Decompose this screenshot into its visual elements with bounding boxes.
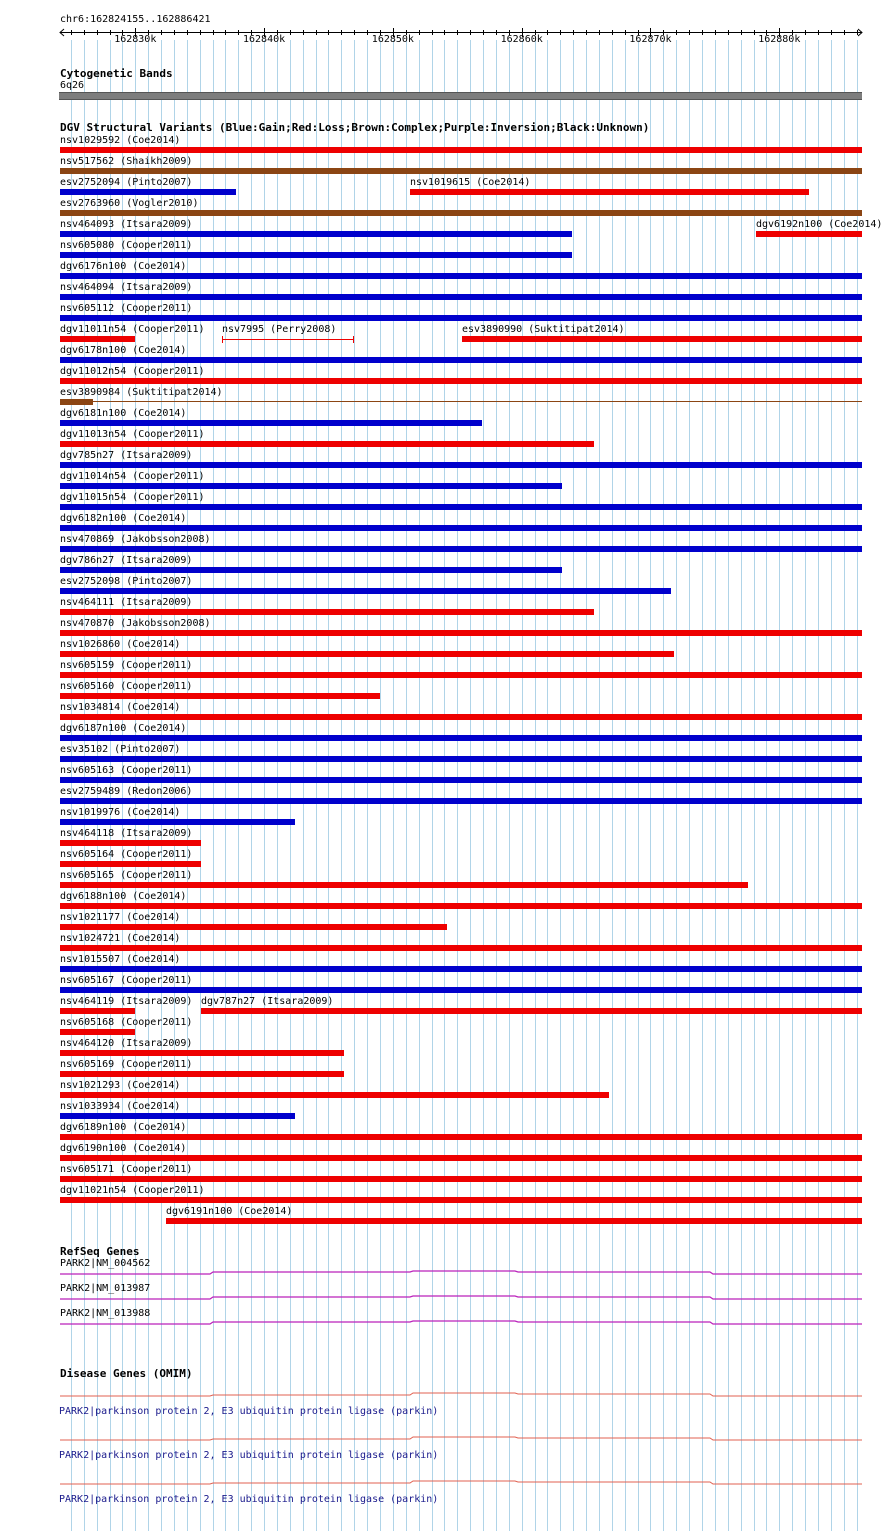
variant-label[interactable]: dgv6188n100 (Coe2014) (60, 891, 187, 902)
variant-bar[interactable] (60, 903, 862, 909)
refseq-gene-label[interactable]: PARK2|NM_013988 (60, 1308, 151, 1319)
variant-bar[interactable] (462, 336, 862, 342)
variant-bar[interactable] (60, 882, 748, 888)
variant-label[interactable]: dgv11014n54 (Cooper2011) (60, 471, 205, 482)
variant-bar[interactable] (60, 420, 482, 426)
variant-label[interactable]: dgv11012n54 (Cooper2011) (60, 366, 205, 377)
omim-gene-line (60, 1393, 862, 1396)
variant-label[interactable]: nsv464119 (Itsara2009) (60, 996, 193, 1007)
variant-label[interactable]: nsv1029592 (Coe2014) (60, 135, 181, 146)
variant-bar[interactable] (60, 1155, 862, 1161)
variant-label[interactable]: dgv6181n100 (Coe2014) (60, 408, 187, 419)
variant-label[interactable]: dgv6192n100 (Coe2014) (756, 219, 883, 230)
variant-label[interactable]: nsv605168 (Cooper2011) (60, 1017, 193, 1028)
variant-label[interactable]: esv3890984 (Suktitipat2014) (60, 387, 223, 398)
variant-label[interactable]: nsv1021293 (Coe2014) (60, 1080, 181, 1091)
dgv-track-title: DGV Structural Variants (Blue:Gain;Red:Loss;Brown:Complex;Purple:Inversion;Black:Unknown) (60, 121, 650, 134)
variant-label[interactable]: dgv11013n54 (Cooper2011) (60, 429, 205, 440)
variant-label[interactable]: dgv6182n100 (Coe2014) (60, 513, 187, 524)
variant-bar[interactable] (60, 462, 862, 468)
variant-label[interactable]: esv3890990 (Suktitipat2014) (462, 324, 625, 335)
variant-label[interactable]: nsv605167 (Cooper2011) (60, 975, 193, 986)
variant-bar[interactable] (60, 189, 236, 195)
variant-label[interactable]: nsv1026860 (Coe2014) (60, 639, 181, 650)
refseq-gene-line (60, 1321, 862, 1324)
variant-label[interactable]: esv2752098 (Pinto2007) (60, 576, 193, 587)
refseq-gene-label[interactable]: PARK2|NM_013987 (60, 1283, 151, 1294)
variant-label[interactable]: nsv605163 (Cooper2011) (60, 765, 193, 776)
variant-bar[interactable] (60, 630, 862, 636)
variant-label[interactable]: dgv6189n100 (Coe2014) (60, 1122, 187, 1133)
variant-label[interactable]: dgv6187n100 (Coe2014) (60, 723, 187, 734)
variant-bar[interactable] (60, 1029, 135, 1035)
variant-label[interactable]: nsv470869 (Jakobsson2008) (60, 534, 211, 545)
variant-label[interactable]: nsv464120 (Itsara2009) (60, 1038, 193, 1049)
variant-label[interactable]: nsv605159 (Cooper2011) (60, 660, 193, 671)
variant-bar[interactable] (60, 987, 862, 993)
variant-label[interactable]: nsv1034814 (Coe2014) (60, 702, 181, 713)
variant-bar[interactable] (60, 798, 862, 804)
variant-bar[interactable] (60, 756, 862, 762)
variant-label[interactable]: dgv787n27 (Itsara2009) (201, 996, 334, 1007)
variant-label[interactable]: nsv1033934 (Coe2014) (60, 1101, 181, 1112)
refseq-gene-line (60, 1296, 862, 1299)
variant-bar[interactable] (60, 840, 201, 846)
ruler-tick-label: 162850k (371, 34, 414, 45)
variant-bar[interactable] (222, 339, 354, 340)
variant-bar[interactable] (60, 1092, 609, 1098)
variant-label[interactable]: nsv464111 (Itsara2009) (60, 597, 193, 608)
variant-bar[interactable] (60, 147, 862, 153)
variant-bar[interactable] (60, 357, 862, 363)
variant-bar[interactable] (60, 483, 562, 489)
variant-bar[interactable] (60, 252, 572, 258)
variant-bar[interactable] (60, 378, 862, 384)
variant-label[interactable]: dgv6178n100 (Coe2014) (60, 345, 187, 356)
variant-label[interactable]: nsv605165 (Cooper2011) (60, 870, 193, 881)
variant-bar[interactable] (410, 189, 809, 195)
variant-bar[interactable] (60, 651, 674, 657)
variant-label[interactable]: nsv464093 (Itsara2009) (60, 219, 193, 230)
refseq-track-title: RefSeq Genes (60, 1245, 140, 1258)
variant-bar[interactable] (60, 336, 135, 342)
variant-bar[interactable] (60, 1008, 135, 1014)
variant-label[interactable]: nsv464094 (Itsara2009) (60, 282, 193, 293)
variant-bar[interactable] (60, 945, 862, 951)
variant-label[interactable]: nsv464118 (Itsara2009) (60, 828, 193, 839)
omim-gene-model[interactable] (0, 1434, 890, 1444)
variant-label[interactable]: nsv605171 (Cooper2011) (60, 1164, 193, 1175)
variant-label[interactable]: nsv7995 (Perry2008) (222, 324, 337, 335)
variant-bar[interactable] (60, 1050, 344, 1056)
variant-label[interactable]: dgv11015n54 (Cooper2011) (60, 492, 205, 503)
refseq-gene-model[interactable] (0, 1318, 890, 1328)
refseq-gene-model[interactable] (0, 1268, 890, 1278)
variant-label[interactable]: nsv1024721 (Coe2014) (60, 933, 181, 944)
refseq-gene-model[interactable] (0, 1293, 890, 1303)
ruler-tick-label: 162840k (243, 34, 286, 45)
variant-label[interactable]: dgv6190n100 (Coe2014) (60, 1143, 187, 1154)
omim-gene-model[interactable] (0, 1390, 890, 1400)
variant-bar-cap (222, 336, 223, 343)
variant-label[interactable]: esv35102 (Pinto2007) (60, 744, 181, 755)
omim-gene-line (60, 1481, 862, 1484)
variant-bar[interactable] (60, 567, 562, 573)
variant-bar[interactable] (60, 504, 862, 510)
variant-label[interactable]: dgv6176n100 (Coe2014) (60, 261, 187, 272)
omim-gene-model[interactable] (0, 1478, 890, 1488)
ruler-tick-label: 162870k (629, 34, 672, 45)
variant-bar[interactable] (60, 1197, 862, 1203)
variant-bar[interactable] (756, 231, 862, 237)
variant-bar[interactable] (60, 966, 862, 972)
variant-bar[interactable] (60, 210, 862, 216)
variant-label[interactable]: nsv605080 (Cooper2011) (60, 240, 193, 251)
variant-label[interactable]: nsv1019976 (Coe2014) (60, 807, 181, 818)
ruler-tick-label: 162830k (114, 34, 157, 45)
variant-bar[interactable] (60, 1134, 862, 1140)
refseq-gene-label[interactable]: PARK2|NM_004562 (60, 1258, 151, 1269)
variant-label[interactable]: nsv470870 (Jakobsson2008) (60, 618, 211, 629)
variant-label[interactable]: dgv785n27 (Itsara2009) (60, 450, 193, 461)
variant-bar[interactable] (60, 273, 862, 279)
variant-bar[interactable] (60, 819, 295, 825)
omim-gene-label[interactable]: PARK2|parkinson protein 2, E3 ubiquitin protein ligase (parkin) (59, 1494, 439, 1505)
omim-gene-line (60, 1437, 862, 1440)
variant-label[interactable]: dgv11021n54 (Cooper2011) (60, 1185, 205, 1196)
cytoband-bar[interactable] (59, 92, 862, 100)
variant-label[interactable]: esv2752094 (Pinto2007) (60, 177, 193, 188)
omim-track-title: Disease Genes (OMIM) (60, 1367, 193, 1380)
omim-gene-label[interactable]: PARK2|parkinson protein 2, E3 ubiquitin protein ligase (parkin) (59, 1450, 439, 1461)
cytoband-label: 6q26 (60, 80, 85, 91)
variant-bar[interactable] (60, 315, 862, 321)
variant-bar[interactable] (60, 1113, 295, 1119)
variant-bar[interactable] (60, 294, 862, 300)
variant-bar[interactable] (60, 231, 572, 237)
variant-bar[interactable] (60, 924, 447, 930)
variant-bar[interactable] (60, 525, 862, 531)
variant-label[interactable]: nsv605169 (Cooper2011) (60, 1059, 193, 1070)
variant-bar[interactable] (60, 714, 862, 720)
variant-label[interactable]: nsv605160 (Cooper2011) (60, 681, 193, 692)
variant-label[interactable]: nsv1019615 (Coe2014) (410, 177, 531, 188)
ruler-tick-label: 162860k (500, 34, 543, 45)
variant-bar[interactable] (60, 588, 671, 594)
variant-label[interactable]: esv2763960 (Vogler2010) (60, 198, 199, 209)
variant-bar[interactable] (60, 1071, 344, 1077)
variant-bar[interactable] (60, 735, 862, 741)
position-label: chr6:162824155..162886421 (60, 14, 211, 25)
variant-bar[interactable] (60, 861, 201, 867)
variant-label[interactable]: nsv1015507 (Coe2014) (60, 954, 181, 965)
variant-bar[interactable] (201, 1008, 862, 1014)
variant-bar[interactable] (60, 672, 862, 678)
ruler-tick-label: 162880k (758, 34, 801, 45)
variant-label[interactable]: nsv605164 (Cooper2011) (60, 849, 193, 860)
variant-extension-line (93, 401, 862, 402)
omim-gene-label[interactable]: PARK2|parkinson protein 2, E3 ubiquitin protein ligase (parkin) (59, 1406, 439, 1417)
variant-label[interactable]: dgv786n27 (Itsara2009) (60, 555, 193, 566)
variant-bar[interactable] (60, 609, 594, 615)
variant-bar-cap (353, 336, 354, 343)
variant-label[interactable]: esv2759489 (Redon2006) (60, 786, 193, 797)
variant-bar[interactable] (60, 441, 594, 447)
variant-bar[interactable] (60, 546, 862, 552)
cytoband-track-title: Cytogenetic Bands (60, 67, 173, 80)
variant-label[interactable]: dgv6191n100 (Coe2014) (166, 1206, 293, 1217)
variant-bar[interactable] (60, 1176, 862, 1182)
refseq-gene-line (60, 1271, 862, 1274)
variant-label[interactable]: nsv605112 (Cooper2011) (60, 303, 193, 314)
variant-label[interactable]: nsv1021177 (Coe2014) (60, 912, 181, 923)
variant-label[interactable]: nsv517562 (Shaikh2009) (60, 156, 193, 167)
variant-bar[interactable] (60, 777, 862, 783)
variant-bar[interactable] (60, 168, 862, 174)
variant-label[interactable]: dgv11011n54 (Cooper2011) (60, 324, 205, 335)
variant-bar[interactable] (60, 693, 380, 699)
variant-bar[interactable] (166, 1218, 862, 1224)
variant-bar[interactable] (60, 399, 93, 405)
